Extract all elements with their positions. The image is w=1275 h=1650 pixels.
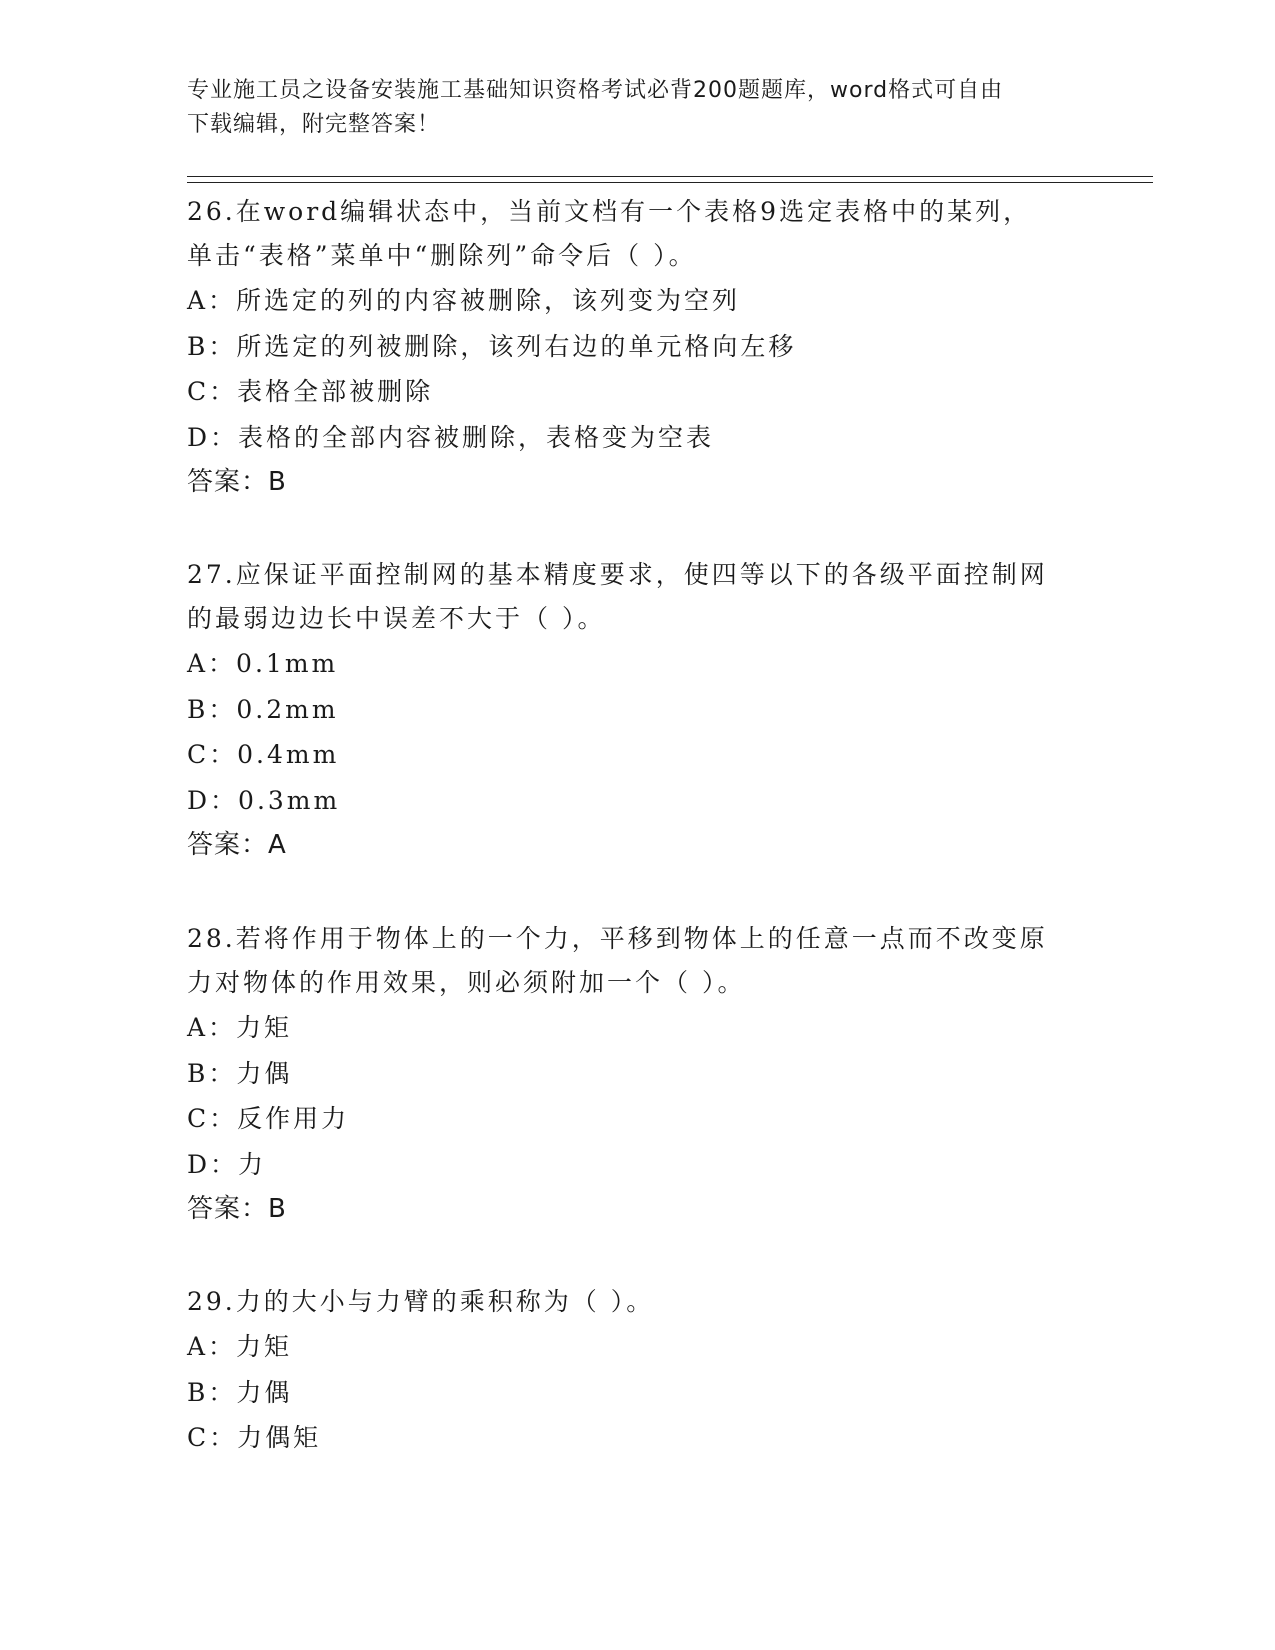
question-stem-line: 力对物体的作用效果，则必须附加一个（ ）。: [187, 968, 746, 997]
option-a: A：力矩: [187, 1013, 293, 1042]
option-b: B：力偶: [187, 1377, 293, 1407]
question-stem-line: 的最弱边边长中误差不大于（ ）。: [187, 604, 606, 633]
option-a: A：所选定的列的内容被删除，该列变为空列: [187, 286, 741, 315]
header-line-1: 专业施工员之设备安装施工基础知识资格考试必背200题题库，word格式可自由: [187, 78, 1004, 103]
document-header: [187, 74, 1077, 142]
header-line-2: 下载编辑，附完整答案！: [187, 112, 441, 137]
question-stem-line: 27.应保证平面控制网的基本精度要求，使四等以下的各级平面控制网: [187, 560, 1048, 589]
answer-line: 答案：B: [187, 467, 287, 497]
question-stem-line: 单击“表格”菜单中“删除列”命令后（ ）。: [187, 241, 697, 270]
option-c: C：力偶矩: [187, 1423, 322, 1452]
option-a: A：力矩: [187, 1332, 293, 1361]
option-c: C：反作用力: [187, 1104, 350, 1133]
question-28: [187, 917, 1087, 1232]
question-stem-line: 26.在word编辑状态中，当前文档有一个表格9选定表格中的某列，: [187, 197, 1032, 226]
answer-line: 答案：B: [187, 1194, 287, 1224]
option-a: A：0.1mm: [187, 649, 339, 678]
option-d: D：0.3mm: [187, 785, 341, 815]
option-b: B：0.2mm: [187, 694, 339, 724]
answer-line: 答案：A: [187, 830, 287, 860]
question-29: [187, 1280, 1087, 1461]
question-stem-line: 29.力的大小与力臂的乘积称为（ ）。: [187, 1287, 655, 1316]
option-b: B：所选定的列被删除，该列右边的单元格向左移: [187, 331, 797, 361]
question-stem-line: 28.若将作用于物体上的一个力，平移到物体上的任意一点而不改变原: [187, 924, 1048, 953]
question-26: [187, 190, 1087, 505]
header-rule-top: [187, 176, 1153, 177]
option-c: C：0.4mm: [187, 740, 340, 769]
question-27: [187, 553, 1087, 868]
option-b: B：力偶: [187, 1058, 293, 1088]
header-rule-bottom: [187, 182, 1153, 183]
option-d: D：表格的全部内容被删除，表格变为空表: [187, 422, 715, 452]
option-d: D：力: [187, 1149, 267, 1179]
option-c: C：表格全部被删除: [187, 377, 434, 406]
